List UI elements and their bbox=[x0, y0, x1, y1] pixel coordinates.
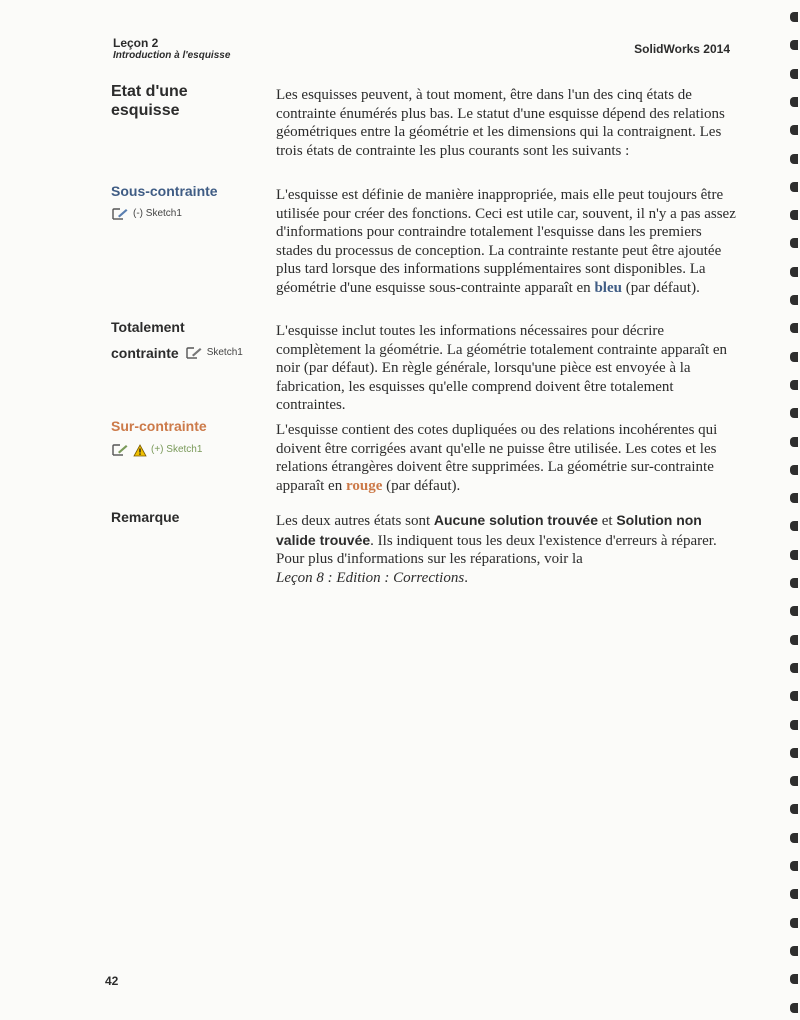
over-text-end: (par défaut). bbox=[386, 477, 461, 494]
binding-ring bbox=[790, 437, 798, 447]
binding-ring bbox=[790, 408, 798, 418]
binding-ring bbox=[790, 748, 798, 758]
sketch-under bbox=[111, 205, 182, 223]
binding-ring bbox=[790, 578, 798, 588]
binding-ring bbox=[790, 125, 798, 135]
binding-ring bbox=[790, 635, 798, 645]
lesson-reference: Leçon 8 : Edition : Corrections bbox=[276, 569, 465, 586]
binding-ring bbox=[790, 182, 798, 192]
binding-ring bbox=[790, 691, 798, 701]
binding-ring bbox=[790, 12, 798, 22]
blue-highlight: bleu bbox=[594, 279, 622, 296]
full-paragraph: L'esquisse inclut toutes les informations nécessaires pour décrire complètement la géométrie. La géométrie totalement contrainte apparaît en noir (par défaut). En règle générale, lorsqu'une pièce est envoyée à la fabrication, les esquisses qu'elle comprend doivent être totalement contraintes. bbox=[276, 323, 728, 414]
note-text: et bbox=[601, 513, 613, 529]
binding-ring bbox=[790, 889, 798, 899]
binding-ring bbox=[790, 606, 798, 616]
product-name: SolidWorks 2014 bbox=[634, 42, 730, 56]
binding-ring bbox=[790, 521, 798, 531]
sketch-full bbox=[185, 344, 243, 362]
red-highlight: rouge bbox=[345, 477, 383, 494]
binding-ring bbox=[790, 804, 798, 814]
note-text: Les deux autres états sont bbox=[276, 513, 431, 529]
sketch-label: (+) Sketch1 bbox=[151, 444, 203, 455]
binding-ring bbox=[790, 833, 798, 843]
sketch-icon bbox=[111, 207, 129, 221]
binding-ring bbox=[790, 720, 798, 730]
sketch-label: (-) Sketch1 bbox=[133, 208, 182, 219]
binding-ring bbox=[790, 946, 798, 956]
under-text-end: (par défaut). bbox=[625, 279, 700, 296]
section-heading-totalement: Totalement bbox=[111, 319, 185, 335]
bold-term: Solution non valide trouvée bbox=[276, 512, 702, 548]
under-paragraph bbox=[276, 186, 736, 298]
lesson-label: Leçon 2 bbox=[113, 36, 159, 50]
binding-ring bbox=[790, 974, 798, 984]
binding-ring bbox=[790, 380, 798, 390]
binding-ring bbox=[790, 238, 798, 248]
over-text: L'esquisse contient des cotes dupliquées ou des relations incohérentes qui doivent être corrigées avant qu'elle ne puisse être utilisée. Les cotes et les relations étrangères doivent être supprimées. La géométrie sur-contrainte apparaît en bbox=[276, 422, 718, 494]
page-number: 42 bbox=[105, 974, 119, 988]
binding-ring bbox=[790, 550, 798, 560]
note-text-end: . bbox=[464, 569, 468, 586]
binding-ring bbox=[790, 493, 798, 503]
binding-ring bbox=[790, 1003, 798, 1013]
binding-ring bbox=[790, 323, 798, 333]
intro-paragraph: Les esquisses peuvent, à tout moment, être dans l'un des cinq états de contrainte énumérés plus bas. Le statut d'une esquisse dépend des relations géométriques entre la géométrie et les dimensions qui la contraignent. Les trois états de contrainte les plus courants sont les suivants : bbox=[276, 87, 725, 159]
under-text: L'esquisse est définie de manière inappropriée, mais elle peut toujours être utilisée pour créer des fonctions. Ceci est utile car, souvent, il n'y a pas assez d'informations pour contraindre totalement l'esquisse dans les premiers stades du processus de conception. La contrainte restante peut être ajoutée plus tard lorsque des informations supplémentaires sont disponibles. La géométrie d'une esquisse sous-contrainte apparaît en bbox=[276, 187, 736, 296]
binding-ring bbox=[790, 40, 798, 50]
binding-ring bbox=[790, 97, 798, 107]
heading-line: esquisse bbox=[111, 102, 180, 119]
over-paragraph bbox=[276, 421, 736, 495]
section-heading-sous: Sous-contrainte bbox=[111, 183, 218, 199]
heading-line: Etat d'une bbox=[111, 83, 188, 100]
lesson-subtitle: Introduction à l'esquisse bbox=[113, 50, 231, 61]
sketch-label: Sketch1 bbox=[206, 347, 243, 358]
warning-icon bbox=[133, 444, 147, 457]
binding-ring bbox=[790, 918, 798, 928]
binding-ring bbox=[790, 210, 798, 220]
section-heading-sur: Sur-contrainte bbox=[111, 418, 207, 434]
note-text: . Ils indiquent tous les deux l'existence d'erreurs à réparer. Pour plus d'informations sur les réparations, voir la bbox=[276, 532, 717, 568]
bold-term: Aucune solution trouvée bbox=[433, 512, 598, 528]
sketch-icon bbox=[111, 443, 129, 457]
binding-ring bbox=[790, 776, 798, 786]
binding-ring bbox=[790, 663, 798, 673]
binding-ring bbox=[790, 295, 798, 305]
binding-ring bbox=[790, 69, 798, 79]
binding-ring bbox=[790, 154, 798, 164]
section-heading-etat bbox=[111, 82, 188, 120]
binding-ring bbox=[790, 861, 798, 871]
binding-ring bbox=[790, 465, 798, 475]
sketch-over bbox=[111, 441, 202, 459]
spiral-binding bbox=[782, 0, 800, 1020]
sketch-icon bbox=[185, 346, 203, 360]
section-heading-remarque: Remarque bbox=[111, 509, 180, 525]
note-paragraph bbox=[276, 511, 736, 587]
heading-line: contrainte bbox=[111, 345, 179, 361]
binding-ring bbox=[790, 352, 798, 362]
binding-ring bbox=[790, 267, 798, 277]
section-heading-contrainte bbox=[111, 344, 243, 362]
